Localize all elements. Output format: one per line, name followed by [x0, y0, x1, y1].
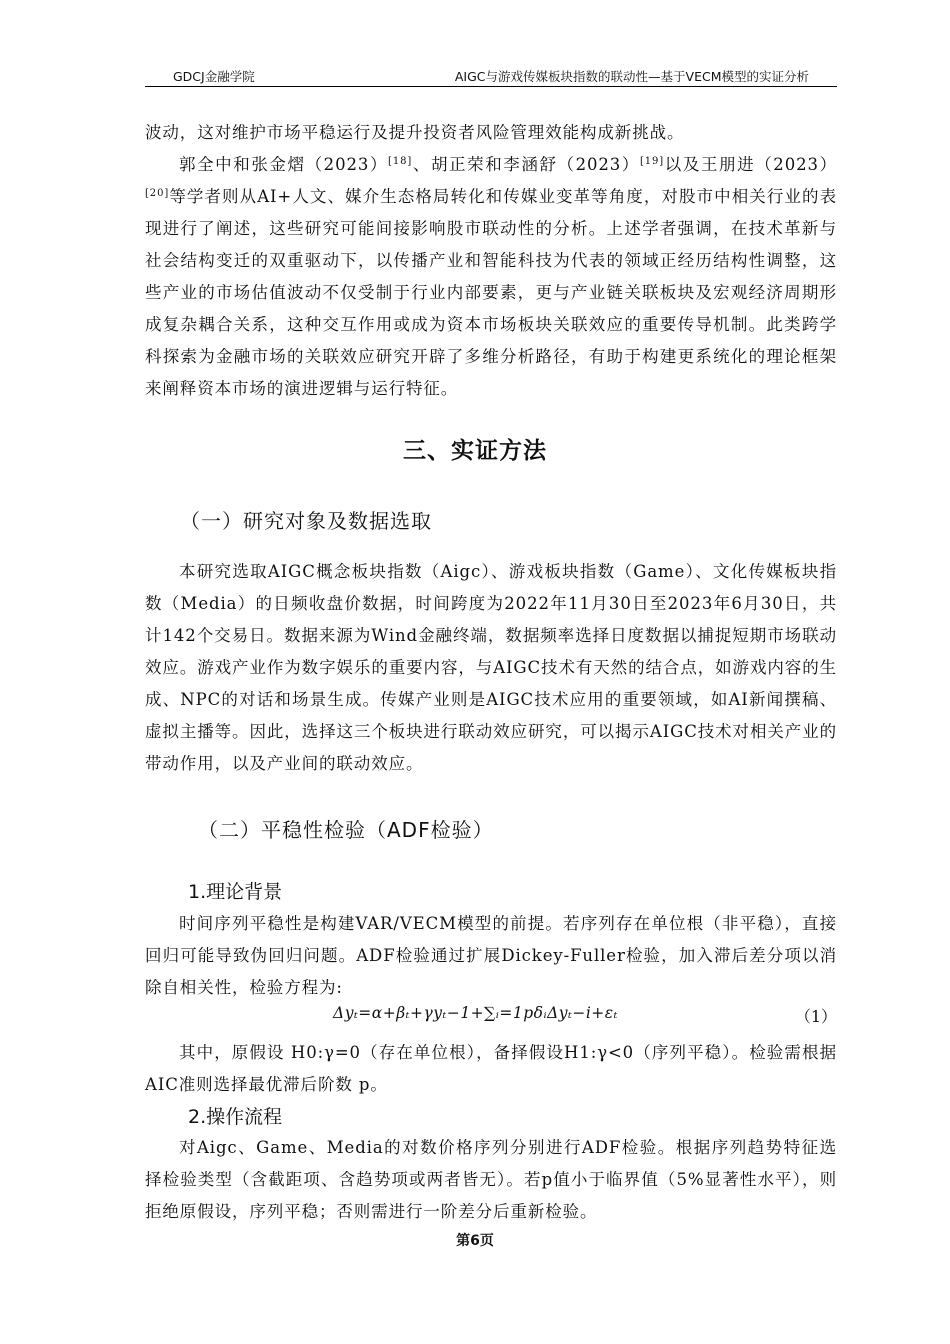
intro-paragraph-1: 波动，这对维护市场平稳运行及提升投资者风险管理效能构成新挑战。 — [145, 123, 685, 142]
theory-heading: 1.理论背景 — [188, 881, 283, 903]
hypothesis-paragraph: 其中，原假设 H0:γ=0（存在单位根），备择假设H1:γ<0（序列平稳）。检验需根据AIC准则选择最优滞后阶数 p。 — [145, 1043, 837, 1094]
page-header — [145, 66, 837, 87]
subsection-2-heading: （二）平稳性检验（ADF检验） — [198, 818, 494, 842]
intro-text-c: 以及王朋进（2023） — [664, 155, 837, 174]
process-paragraph: 对Aigc、Game、Media的对数价格序列分别进行ADF检验。根据序列趋势特征选择检验类型（含截距项、含趋势项或两者皆无）。若p值小于临界值（5%显著性水平），则拒绝原假设，序列平稳；否则需进行一阶差分后重新检验。 — [145, 1138, 837, 1221]
citation-18: [18] — [388, 156, 413, 167]
process-heading: 2.操作流程 — [188, 1106, 283, 1128]
process-text — [145, 1132, 837, 1228]
intro-text-a: 郭全中和张金熠（2023） — [179, 155, 389, 174]
header-institution: GDCJ金融学院 — [173, 69, 255, 84]
equation-number: （1） — [794, 1007, 837, 1026]
intro-text-d: 等学者则从AI+人文、媒介生态格局转化和传媒业变革等角度，对股市中相关行业的表现进行了阐述，这些研究可能间接影响股市联动性的分析。上述学者强调，在技术革新与社会结构变迁的双重驱动下，以传播产业和智能科技为代表的领域正经历结构性调整，这些产业的市场估值波动不仅受制于行业内部要素，更与产业链关联板块及宏观经济周期形成复杂耦合关系，这种交互作用或成为资本市场板块关联效应的重要传导机制。此类跨学科探索为金融市场的关联效应研究开辟了多维分析路径，有助于构建更系统化的理论框架来阐释资本市场的演进逻辑与运行特征。 — [145, 187, 837, 398]
page-number: 第6页 — [456, 1233, 494, 1249]
adf-equation: Δyₜ=α+βₜ+γyₜ−1+∑ᵢ=1pδᵢΔyₜ−i+εₜ — [333, 1004, 618, 1022]
theory-text — [145, 908, 837, 1004]
intro-text — [145, 117, 837, 405]
data-selection-paragraph: 本研究选取AIGC概念板块指数（Aigc）、游戏板块指数（Game）、文化传媒板块指数（Media）的日频收盘价数据，时间跨度为2022年11月30日至2023年6月30日，共计142个交易日。数据来源为Wind金融终端，数据频率选择日度数据以捕捉短期市场联动效应。游戏产业作为数字娱乐的重要内容，与AIGC技术有天然的结合点，如游戏内容的生成、NPC的对话和场景生成。传媒产业则是AIGC技术应用的重要领域，如AI新闻撰稿、虚拟主播等。因此，选择这三个板块进行联动效应研究，可以揭示AIGC技术对相关产业的带动作用，以及产业间的联动效应。 — [145, 562, 837, 773]
intro-paragraph-2 — [145, 149, 837, 405]
header-paper-title: AIGC与游戏传媒板块指数的联动性—基于VECM模型的实证分析 — [454, 69, 809, 84]
theory-paragraph: 时间序列平稳性是构建VAR/VECM模型的前提。若序列存在单位根（非平稳），直接回归可能导致伪回归问题。ADF检验通过扩展Dickey-Fuller检验，加入滞后差分项以消除自相关性，检验方程为: — [145, 914, 837, 997]
subsection-1-text — [145, 556, 837, 780]
subsection-1-heading: （一）研究对象及数据选取 — [180, 509, 432, 533]
intro-text-b: 、胡正荣和李涵舒（2023） — [412, 155, 640, 174]
section-heading: 三、实证方法 — [403, 438, 547, 464]
citation-20: [20] — [145, 188, 170, 199]
citation-19: [19] — [639, 156, 665, 167]
hypothesis-text — [145, 1037, 837, 1101]
